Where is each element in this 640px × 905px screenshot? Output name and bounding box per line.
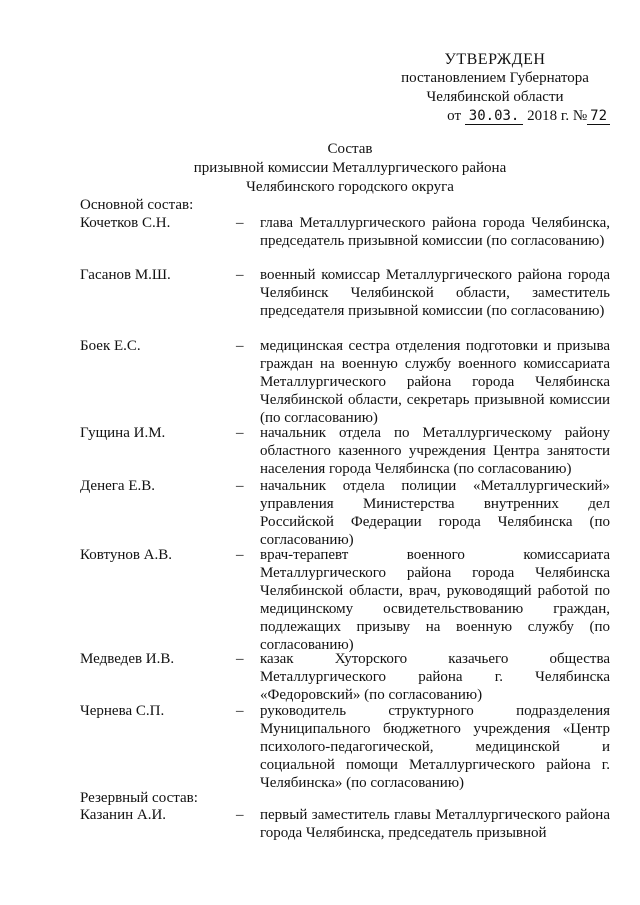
member-name: Боек Е.С.: [80, 338, 141, 354]
member-dash: –: [236, 478, 244, 494]
year-text: 2018 г. №: [527, 108, 588, 124]
reserve-section-label: Резервный состав:: [80, 790, 198, 806]
date-value: 30.03.: [465, 108, 524, 125]
approval-line-1: постановлением Губернатора: [401, 70, 589, 86]
date-prefix: от: [447, 108, 462, 124]
member-dash: –: [236, 807, 244, 823]
member-name: Ковтунов А.В.: [80, 547, 173, 563]
member-description: медицинская сестра отделения подготовки и призыва граждан на военную службу военного комиссариата Металлургического района города Челябинска Челябинской области, секретарь призывной комиссии (по согласованию): [260, 338, 610, 426]
member-description: начальник отдела по Металлургическому району областного казенного учреждения Центра занятости населения города Челябинска (по согласованию): [260, 425, 610, 477]
member-name: Медведев И.В.: [80, 651, 175, 667]
title-line-2: призывной комиссии Металлургического района: [193, 160, 507, 176]
member-dash: –: [236, 338, 244, 354]
member-dash: –: [236, 547, 244, 563]
approval-date-line: [380, 107, 610, 126]
approval-stamp: [380, 50, 610, 126]
member-description: военный комиссар Металлургического района города Челябинск Челябинской области, заместитель председателя призывной комиссии (по согласованию): [260, 267, 610, 319]
member-dash: –: [236, 215, 244, 231]
member-name: Чернева С.П.: [80, 703, 165, 719]
member-description: начальник отдела полиции «Металлургический» управления Министерства внутренних дел Российской Федерации города Челябинска (по согласованию): [260, 478, 610, 548]
member-dash: –: [236, 651, 244, 667]
approval-line-2: Челябинской области: [426, 89, 564, 105]
main-section-label: Основной состав:: [80, 197, 194, 213]
member-description: глава Металлургического района города Челябинска, председатель призывной комиссии (по согласованию): [260, 215, 610, 249]
member-dash: –: [236, 267, 244, 283]
title-line-1: Состав: [327, 141, 373, 157]
member-description: первый заместитель главы Металлургического района города Челябинска, председатель призывной: [260, 807, 610, 841]
member-description: врач-терапевт военного комиссариата Металлургического района города Челябинска Челябинской области, врач, руководящий работой по медицинскому освидетельствованию граждан, подлежащих призыву на военную службу (по согласованию): [260, 547, 610, 653]
member-description: казак Хуторского казачьего общества Металлургического района г. Челябинска «Федоровский» (по согласованию): [260, 651, 610, 703]
member-name: Казанин А.И.: [80, 807, 167, 823]
member-dash: –: [236, 425, 244, 441]
member-name: Гасанов М.Ш.: [80, 267, 171, 283]
decree-number: 72: [587, 108, 610, 125]
member-name: Гущина И.М.: [80, 425, 166, 441]
member-name: Кочетков С.Н.: [80, 215, 171, 231]
title-line-3: Челябинского городского округа: [246, 179, 454, 195]
document-title: [60, 140, 640, 197]
member-description: руководитель структурного подразделения Муниципального бюджетного учреждения «Центр психолого-педагогической, медицинской и социальной помощи Металлургического района г. Челябинска» (по согласованию): [260, 703, 610, 791]
member-dash: –: [236, 703, 244, 719]
approval-heading: УТВЕРЖДЕН: [444, 51, 546, 68]
member-name: Денега Е.В.: [80, 478, 155, 494]
